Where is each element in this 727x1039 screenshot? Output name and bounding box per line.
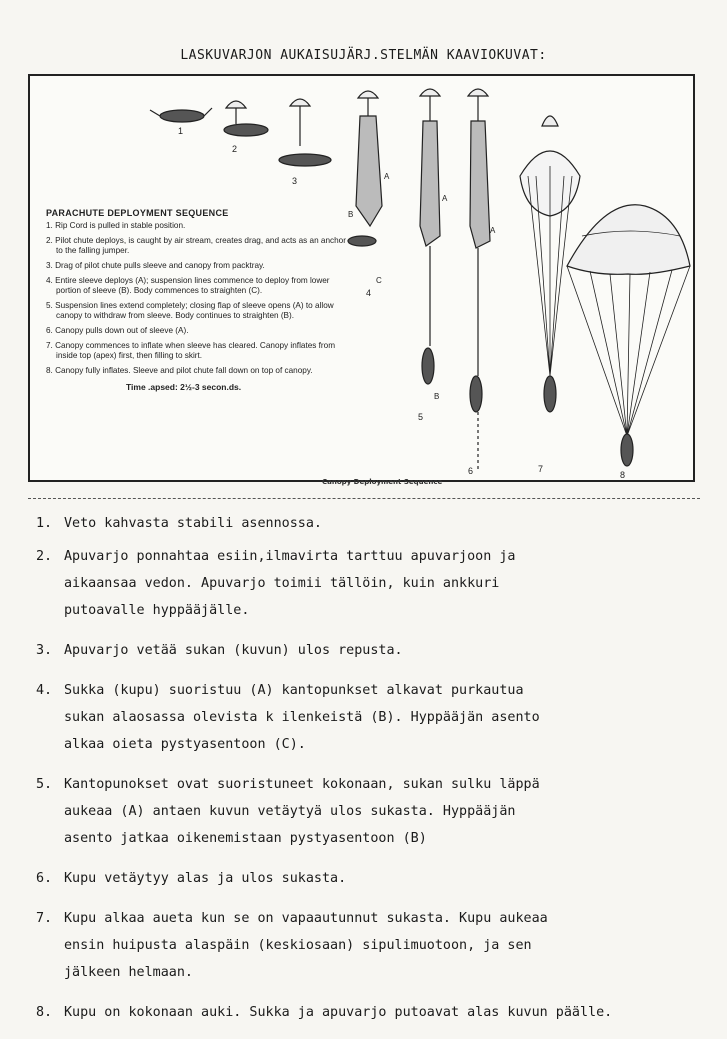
- label-a: A: [442, 194, 448, 203]
- stage-number: 6: [468, 466, 474, 476]
- step-number: 5.: [36, 777, 53, 792]
- legend-step-text: Entire sleeve deploys (A); suspension lines commence to deploy from lower portion of sleeve (B). Body commences to straighten (C).: [55, 276, 330, 295]
- legend-step: [46, 326, 346, 336]
- label-c: C: [376, 276, 382, 285]
- label-b: B: [434, 392, 440, 401]
- step-line: Kupu alkaa aueta kun se on vapaautunnut sukasta. Kupu aukeaa: [64, 911, 548, 926]
- legend-step-text: Canopy fully inflates. Sleeve and pilot chute fall down on top of canopy.: [55, 366, 313, 375]
- step-item: [36, 510, 696, 537]
- legend-step-number: 1.: [46, 221, 53, 230]
- step-item: [36, 771, 696, 852]
- finnish-steps: [36, 510, 696, 1039]
- legend-step-number: 2.: [46, 236, 53, 245]
- legend-step: [46, 236, 346, 256]
- section-divider: [28, 498, 700, 499]
- step-line: Kupu on kokonaan auki. Sukka ja apuvarjo putoavat alas kuvun päälle.: [64, 1005, 613, 1020]
- stage-number: 8: [620, 470, 626, 480]
- legend-step: [46, 341, 346, 361]
- stage-number: 3: [292, 176, 298, 186]
- step-item: [36, 637, 696, 664]
- legend-step-text: Canopy pulls down out of sleeve (A).: [55, 326, 189, 335]
- step-line: Kantopunokset ovat suoristuneet kokonaan, sukan sulku läppä: [64, 777, 540, 792]
- legend-step-number: 6.: [46, 326, 53, 335]
- diagram-caption: Canopy Deployment Sequence: [322, 478, 443, 486]
- step-line: sukan alaosassa olevista k ilenkeistä (B). Hyppääjän asento: [64, 710, 540, 725]
- step-line: Apuvarjo vetää sukan (kuvun) ulos repusta.: [64, 643, 403, 658]
- step-number: 8.: [36, 1005, 53, 1020]
- legend-step-text: Pilot chute deploys, is caught by air stream, creates drag, and acts as an anchor to the falling jumper.: [55, 236, 346, 255]
- label-a: A: [490, 226, 496, 235]
- deployment-legend: [46, 208, 346, 392]
- step-line: asento jatkaa oikenemistaan pystyasentoon (B): [64, 831, 427, 846]
- label-a: A: [384, 172, 390, 181]
- legend-step-number: 7.: [46, 341, 53, 350]
- page-title: LASKUVARJON AUKAISUJÄRJ.STELMÄN KAAVIOKUVAT:: [180, 48, 547, 63]
- legend-step-number: 5.: [46, 301, 53, 310]
- legend-step: [46, 276, 346, 296]
- step-line: Sukka (kupu) suoristuu (A) kantopunkset alkavat purkautua: [64, 683, 524, 698]
- step-line: Apuvarjo ponnahtaa esiin,ilmavirta tarttuu apuvarjoon ja: [64, 549, 516, 564]
- label-b: B: [348, 210, 354, 219]
- legend-step: [46, 261, 346, 271]
- time-elapsed: Time .apsed: 2½-3 secon.ds.: [126, 382, 242, 392]
- step-number: 1.: [36, 516, 53, 531]
- step-line: Veto kahvasta stabili asennossa.: [64, 516, 322, 531]
- stage-number: 5: [418, 412, 424, 422]
- legend-step-number: 4.: [46, 276, 53, 285]
- legend-step-number: 3.: [46, 261, 53, 270]
- stage-number: 7: [538, 464, 544, 474]
- step-line: jälkeen helmaan.: [64, 965, 193, 980]
- legend-title: PARACHUTE DEPLOYMENT SEQUENCE: [46, 208, 229, 218]
- step-item: [36, 999, 696, 1026]
- step-item: [36, 543, 696, 624]
- step-number: 7.: [36, 911, 53, 926]
- legend-step-text: Rip Cord is pulled in stable position.: [55, 221, 186, 230]
- stage-number: 1: [178, 126, 184, 136]
- step-line: aukeaa (A) antaen kuvun vetäytyä ulos sukasta. Hyppääjän: [64, 804, 516, 819]
- step-line: ensin huipusta alaspäin (keskiosaan) sipulimuotoon, ja sen: [64, 938, 532, 953]
- step-item: [36, 677, 696, 758]
- step-line: aikaansaa vedon. Apuvarjo toimii tällöin, kuin ankkuri: [64, 576, 500, 591]
- step-line: Kupu vetäytyy alas ja ulos sukasta.: [64, 871, 347, 886]
- legend-step: [46, 366, 346, 376]
- stage-number: 2: [232, 144, 238, 154]
- step-number: 2.: [36, 549, 53, 564]
- step-number: 4.: [36, 683, 53, 698]
- stage-number: 4: [366, 288, 372, 298]
- legend-step-text: Suspension lines extend completely; closing flap of sleeve opens (A) to allow canopy to withdraw from sleeve. Body continues to straighten (B).: [55, 301, 334, 320]
- legend-step-number: 8.: [46, 366, 53, 375]
- step-number: 3.: [36, 643, 53, 658]
- step-item: [36, 905, 696, 986]
- step-line: putoavalle hyppääjälle.: [64, 603, 250, 618]
- legend-step-text: Drag of pilot chute pulls sleeve and canopy from packtray.: [55, 261, 265, 270]
- deployment-diagram: [28, 74, 695, 482]
- legend-step: [46, 221, 346, 231]
- legend-step: [46, 301, 346, 321]
- step-item: [36, 865, 696, 892]
- legend-step-text: Canopy commences to inflate when sleeve has cleared. Canopy inflates from inside top (apex) first, then filling to skirt.: [55, 341, 336, 360]
- step-number: 6.: [36, 871, 53, 886]
- step-line: alkaa oieta pystyasentoon (C).: [64, 737, 306, 752]
